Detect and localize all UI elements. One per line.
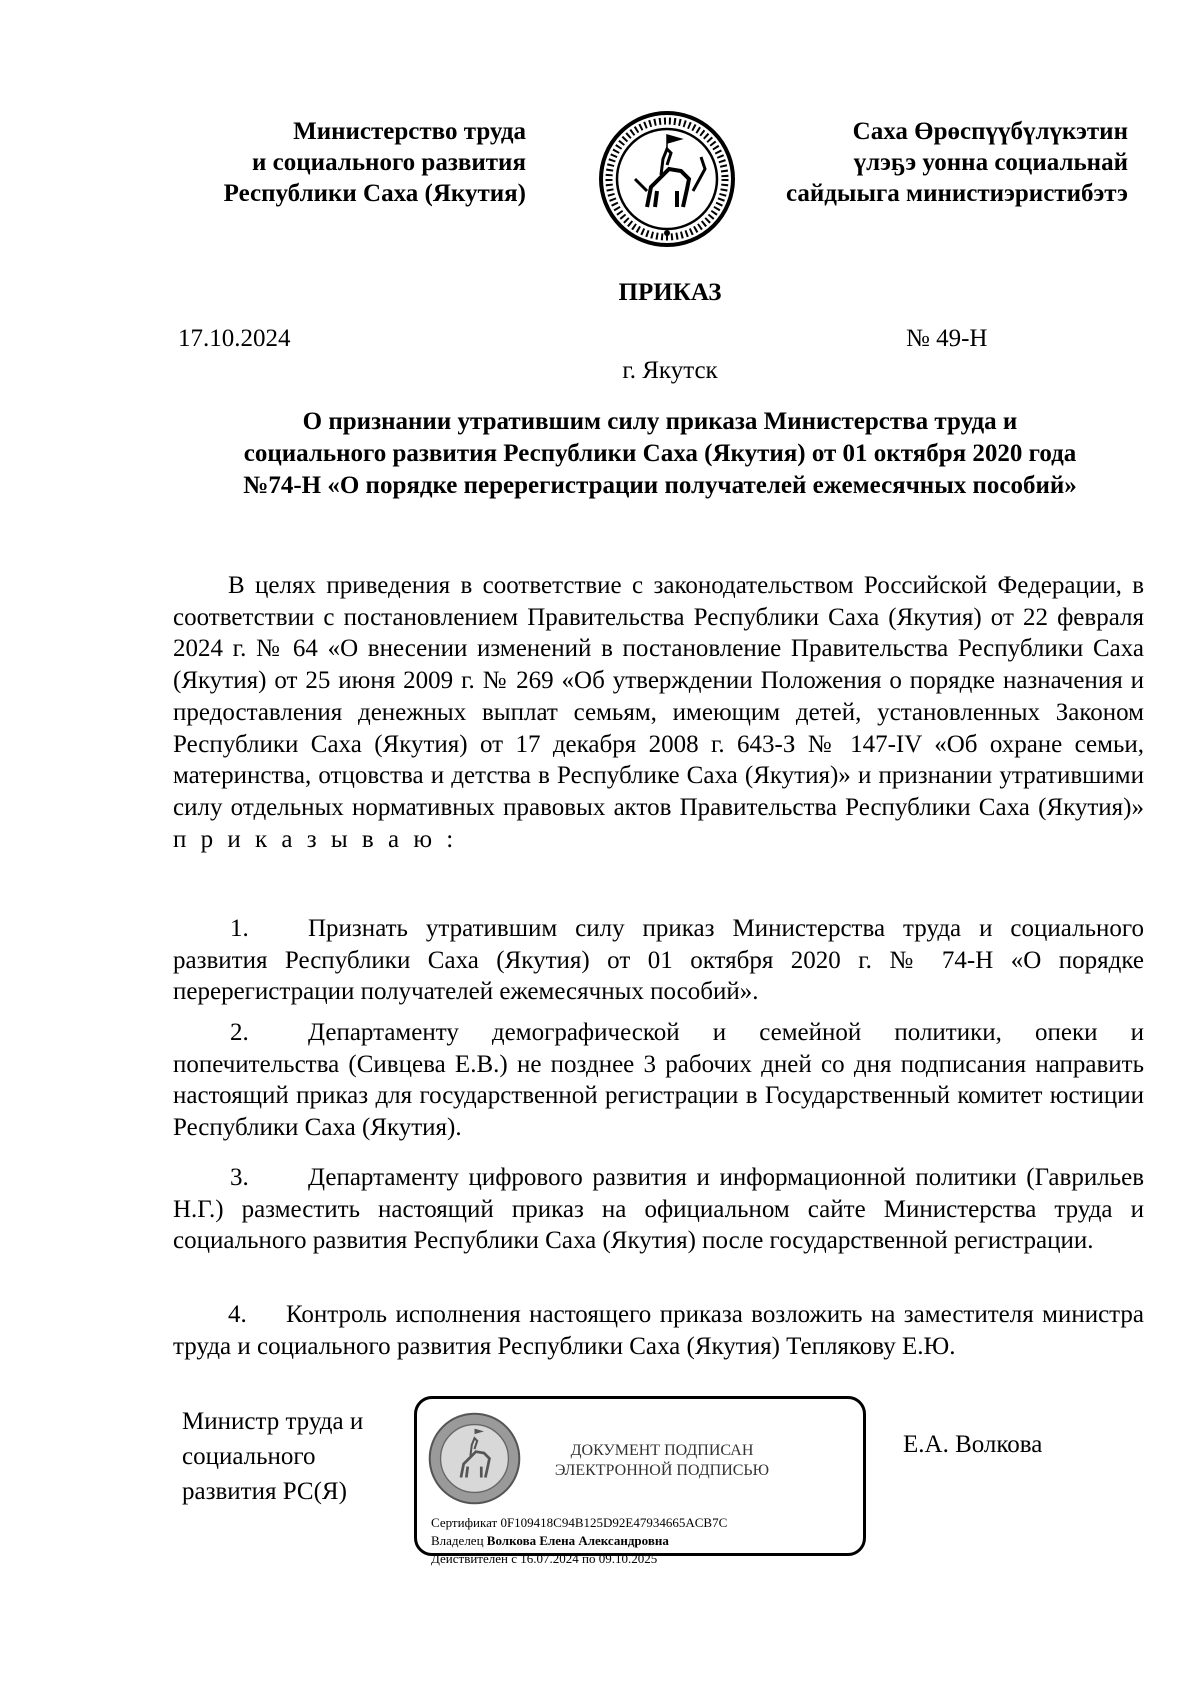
ministry-name-ru xyxy=(170,116,526,209)
ministry-name-ru-line: Республики Саха (Якутия) xyxy=(223,180,526,207)
item-text: Контроль исполнения настоящего приказа возложить на заместителя министра труда и социального развития Республики Саха (Якутия) Теплякову Е.Ю. xyxy=(173,1301,1144,1360)
ministry-name-ru-line: и социального развития xyxy=(252,149,526,176)
item-number: 2. xyxy=(230,1019,249,1046)
intro-text: В целях приведения в соответствие с законодательством Российской Федерации, в соответствии с постановлением Правительства Республики Саха (Якутия) от 22 февраля 2024 г. № 64 «О внесении изменений в постановление Правительства Республики Саха (Якутия) от 25 июня 2009 г. № 269 «Об утверждении Положения о порядке назначения и предоставления денежных выплат семьям, имеющим детей, установленных Законом Республики Саха (Якутия) от 17 декабря 2008 г. 643-З № 147-IV «Об охране семьи, материнства, отцовства и детства в Республике Саха (Якутия)» и признании утратившими силу отдельных нормативных правовых актов Правительства Республики Саха (Якутия)» xyxy=(173,572,1144,821)
item-text: Департаменту демографической и семейной политики, опеки и попечительства (Сивцева Е.В.) не позднее 3 рабочих дней со дня подписания направить настоящий приказ для государственной регистрации в Государственный комитет юстиции Республики Саха (Якутия). xyxy=(173,1019,1144,1142)
intro-paragraph xyxy=(173,570,1144,855)
signer-position-line: Министр труда и xyxy=(182,1408,364,1435)
item-text: Департаменту цифрового развития и информационной политики (Гаврильев Н.Г.) разместить настоящий приказ на официальном сайте Министерства труда и социального развития Республики Саха (Якутия) после государственной регистрации. xyxy=(173,1164,1144,1255)
sakha-republic-emblem-icon xyxy=(597,109,737,249)
owner-label: Владелец xyxy=(431,1533,484,1548)
order-item xyxy=(173,1162,1144,1257)
ministry-name-sakha-line: Саха Өрөспүүбүлүкэтин xyxy=(852,118,1128,145)
ministry-name-sakha-line: сайдыыга министиэристибэтэ xyxy=(785,180,1128,207)
ministry-name-ru-line: Министерство труда xyxy=(293,118,526,145)
stamp-title-line: ДОКУМЕНТ ПОДПИСАН xyxy=(570,1442,754,1459)
item-number: 1. xyxy=(230,915,249,942)
item-number: 3. xyxy=(230,1164,249,1191)
certificate-line xyxy=(431,1514,727,1532)
order-date: 17.10.2024 xyxy=(178,325,291,352)
stamp-title xyxy=(532,1441,792,1481)
valid-from: 16.07.2024 xyxy=(520,1551,579,1566)
item-text: Признать утратившим силу приказ Министерства труда и социального развития Республики Саха (Якутия) от 01 октября 2020 г. № 74-Н «О порядке перерегистрации получателей ежемесячных пособий». xyxy=(173,915,1144,1006)
order-item xyxy=(173,1299,1144,1362)
validity-line xyxy=(431,1550,727,1568)
certificate-value: 0F109418C94B125D92E47934665ACB7C xyxy=(500,1515,728,1530)
valid-label: Действителен с xyxy=(431,1551,517,1566)
signer-position xyxy=(182,1404,402,1509)
ministry-name-sakha xyxy=(748,116,1128,209)
ministry-name-sakha-line: үлэҕэ уонна социальнай xyxy=(853,149,1128,176)
electronic-signature-stamp xyxy=(414,1396,866,1566)
certificate-label: Сертификат xyxy=(431,1515,498,1530)
owner-value: Волкова Елена Александровна xyxy=(486,1533,669,1548)
signer-position-line: развития РС(Я) xyxy=(182,1478,347,1505)
owner-line xyxy=(431,1532,727,1550)
order-item xyxy=(173,913,1144,1008)
order-number: № 49-Н xyxy=(906,325,988,352)
item-number: 4. xyxy=(228,1301,247,1328)
order-subject: О признании утратившим силу приказа Министерства труда и социального развития Республики Саха (Якутия) от 01 октября 2020 года №74-Н «О порядке перерегистрации получателей ежемесячных пособий» xyxy=(243,408,1077,499)
order-item xyxy=(173,1017,1144,1144)
document-title: ПРИКАЗ xyxy=(618,279,722,306)
order-word: п р и к а з ы в а ю : xyxy=(173,825,458,853)
sakha-republic-emblem-icon xyxy=(427,1411,522,1506)
stamp-details xyxy=(431,1514,727,1568)
signer-position-line: социального xyxy=(182,1443,316,1470)
valid-to-label: по xyxy=(582,1551,596,1566)
valid-to: 09.10.2025 xyxy=(598,1551,658,1566)
order-city: г. Якутск xyxy=(622,357,718,384)
signer-name: Е.А. Волкова xyxy=(903,1431,1043,1458)
stamp-title-line: ЭЛЕКТРОННОЙ ПОДПИСЬЮ xyxy=(554,1462,770,1479)
